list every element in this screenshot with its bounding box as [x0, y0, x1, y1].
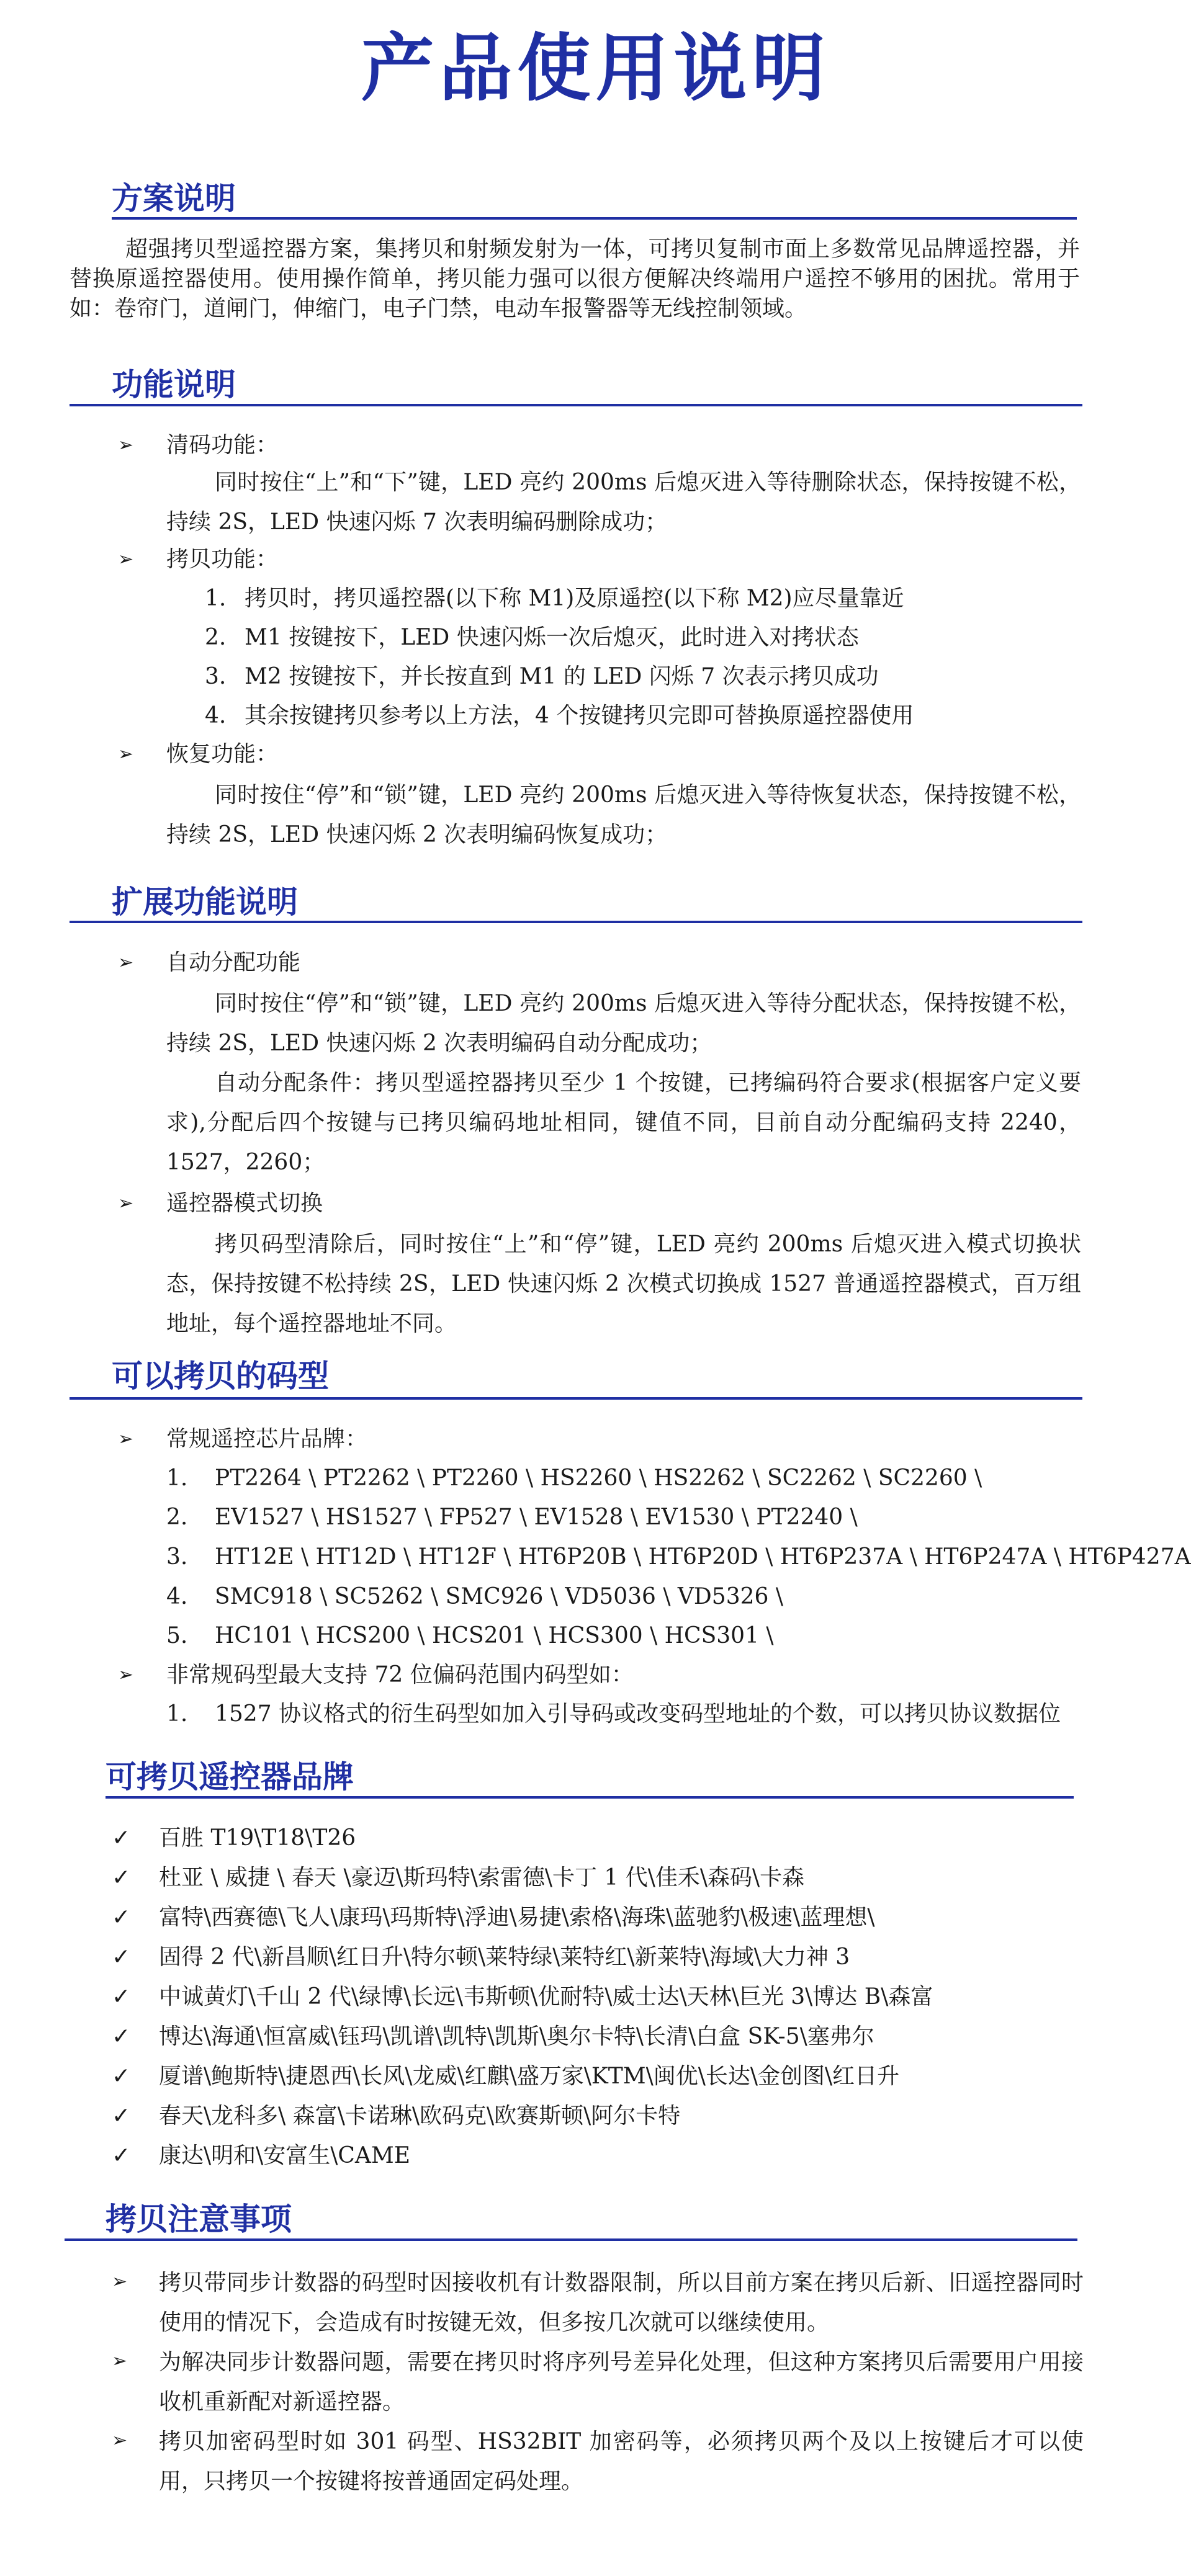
brand-line: 博达\海通\恒富威\钰玛\凯谱\凯特\凯斯\奥尔卡特\长清\白盒 SK-5\塞弗尔: [159, 2024, 874, 2049]
check-icon: ✓: [112, 1984, 131, 2010]
bullet-arrow-icon: ➢: [112, 2271, 128, 2292]
check-icon: ✓: [112, 2103, 131, 2129]
auto-assign-body: 同时按住“停”和“锁”键，LED 亮约 200ms 后熄灭进入等待分配状态，保持按键不松，持续 2S，LED 快速闪烁 2 次表明编码自动分配成功；: [166, 991, 1081, 1056]
section-rule: [106, 1796, 1074, 1799]
section-rule: [65, 2238, 1077, 2241]
check-icon: ✓: [112, 1865, 131, 1890]
bullet-arrow-icon: ➢: [118, 743, 134, 765]
copy-step-text: 其余按键拷贝参考以上方法，4 个按键拷贝完即可替换原遥控器使用: [245, 703, 914, 728]
copy-step-number: 3.: [205, 664, 227, 689]
bullet-arrow-icon: ➢: [118, 1428, 134, 1450]
bullet-arrow-icon: ➢: [118, 1192, 134, 1214]
section-title-copyable-codes: 可以拷贝的码型: [112, 1358, 329, 1394]
chip-list: SMC918 \ SC5262 \ SMC926 \ VD5036 \ VD5326 \: [215, 1584, 783, 1609]
clear-function-heading: 清码功能：: [166, 432, 279, 458]
check-icon: ✓: [112, 1944, 131, 1970]
note-item: 拷贝带同步计数器的码型时因接收机有计数器限制，所以目前方案在拷贝后新、旧遥控器同时使用的情况下，会造成有时按键无效，但多按几次就可以继续使用。: [159, 2270, 1084, 2335]
copy-step-text: M2 按键按下，并长按直到 M1 的 LED 闪烁 7 次表示拷贝成功: [245, 664, 879, 689]
section-title-brands: 可拷贝遥控器品牌: [106, 1759, 354, 1795]
brand-line: 固得 2 代\新昌顺\红日升\特尔顿\莱特绿\莱特红\新莱特\海域\大力神 3: [159, 1944, 850, 1970]
copy-step-number: 1.: [205, 586, 227, 611]
auto-assign-heading: 自动分配功能: [166, 950, 301, 975]
irregular-item-number: 1.: [166, 1701, 188, 1727]
chip-number: 1.: [166, 1465, 188, 1491]
bullet-arrow-icon: ➢: [118, 952, 134, 973]
copy-step-text: 拷贝时，拷贝遥控器(以下称 M1)及原遥控(以下称 M2)应尽量靠近: [245, 586, 904, 611]
irregular-codes-heading: 非常规码型最大支持 72 位偏码范围内码型如：: [166, 1662, 634, 1688]
brand-line: 中诚黄灯\千山 2 代\绿博\长远\韦斯顿\优耐特\威士达\天林\巨光 3\博达 B\森富: [159, 1984, 933, 2010]
brand-line: 康达\明和\安富生\CAME: [159, 2143, 411, 2168]
bullet-arrow-icon: ➢: [112, 2350, 128, 2372]
chip-list: PT2264 \ PT2262 \ PT2260 \ HS2260 \ HS2262 \ SC2262 \ SC2260 \: [215, 1465, 982, 1491]
chip-number: 3.: [166, 1544, 188, 1570]
chip-list: HC101 \ HCS200 \ HCS201 \ HCS300 \ HCS301 \: [215, 1623, 774, 1648]
chip-number: 2.: [166, 1505, 188, 1530]
section-title-extended: 扩展功能说明: [112, 884, 298, 920]
check-icon: ✓: [112, 2064, 131, 2089]
restore-function-body: 同时按住“停”和“锁”键，LED 亮约 200ms 后熄灭进入等待恢复状态，保持按键不松，持续 2S，LED 快速闪烁 2 次表明编码恢复成功；: [166, 782, 1081, 847]
bullet-arrow-icon: ➢: [112, 2430, 128, 2451]
auto-assign-conditions: 自动分配条件：拷贝型遥控器拷贝至少 1 个按键，已拷编码符合要求(根据客户定义要求),分配后四个按键与已拷贝编码地址相同，键值不同，目前自动分配编码支持 2240，1527，2260；: [166, 1070, 1081, 1175]
section-rule: [70, 404, 1082, 406]
brand-line: 杜亚 \ 威捷 \ 春天 \豪迈\斯玛特\索雷德\卡丁 1 代\佳禾\森码\卡森: [159, 1865, 805, 1890]
copy-step-number: 2.: [205, 625, 227, 650]
copy-step-text: M1 按键按下，LED 快速闪烁一次后熄灭，此时进入对拷状态: [245, 625, 859, 650]
check-icon: ✓: [112, 1825, 131, 1851]
section-rule: [70, 1397, 1082, 1400]
regular-chips-heading: 常规遥控芯片品牌：: [166, 1426, 368, 1452]
chip-number: 5.: [166, 1623, 188, 1648]
mode-switch-heading: 遥控器模式切换: [166, 1191, 323, 1216]
brand-line: 春天\龙科多\ 森富\卡诺琳\欧码克\欧赛斯顿\阿尔卡特: [159, 2103, 681, 2129]
section-rule: [112, 217, 1077, 220]
bullet-arrow-icon: ➢: [118, 1664, 134, 1686]
chip-number: 4.: [166, 1584, 188, 1609]
clear-function-body: 同时按住“上”和“下”键，LED 亮约 200ms 后熄灭进入等待删除状态，保持按键不松，持续 2S，LED 快速闪烁 7 次表明编码删除成功；: [166, 470, 1081, 535]
note-item: 为解决同步计数器问题，需要在拷贝时将序列号差异化处理，但这种方案拷贝后需要用户用接收机重新配对新遥控器。: [159, 2350, 1084, 2415]
note-item: 拷贝加密码型时如 301 码型、HS32BIT 加密码等，必须拷贝两个及以上按键后才可以使用，只拷贝一个按键将按普通固定码处理。: [159, 2429, 1084, 2494]
bullet-arrow-icon: ➢: [118, 548, 134, 570]
check-icon: ✓: [112, 2143, 131, 2168]
section-title-notes: 拷贝注意事项: [106, 2201, 292, 2237]
check-icon: ✓: [112, 1905, 131, 1930]
brand-line: 百胜 T19\T18\T26: [159, 1825, 356, 1851]
scheme-paragraph: 超强拷贝型遥控器方案，集拷贝和射频发射为一体，可拷贝复制市面上多数常见品牌遥控器，并替换原遥控器使用。使用操作简单，拷贝能力强可以很方便解决终端用户遥控不够用的困扰。常用于如：卷帘门，道闸门，伸缩门，电子门禁，电动车报警器等无线控制领域。: [70, 236, 1080, 321]
section-rule: [70, 921, 1082, 923]
mode-switch-body: 拷贝码型清除后，同时按住“上”和“停”键，LED 亮约 200ms 后熄灭进入模式切换状态，保持按键不松持续 2S，LED 快速闪烁 2 次模式切换成 1527 普通遥控器模式，百万组地址，每个遥控器地址不同。: [166, 1232, 1081, 1336]
copy-function-heading: 拷贝功能：: [166, 547, 279, 572]
bullet-arrow-icon: ➢: [118, 434, 134, 456]
chip-list: EV1527 \ HS1527 \ FP527 \ EV1528 \ EV1530 \ PT2240 \: [215, 1505, 858, 1530]
brand-line: 富特\西赛德\飞人\康玛\玛斯特\浮迪\易捷\索格\海珠\蓝驰豹\极速\蓝理想\: [159, 1905, 875, 1930]
brand-line: 厦谱\鲍斯特\捷恩西\长风\龙威\红麒\盛万家\KTM\闽优\长达\金创图\红日升: [159, 2064, 900, 2089]
irregular-item-text: 1527 协议格式的衍生码型如加入引导码或改变码型地址的个数，可以拷贝协议数据位: [215, 1701, 1061, 1727]
check-icon: ✓: [112, 2024, 131, 2049]
copy-step-number: 4.: [205, 703, 227, 728]
chip-list: HT12E \ HT12D \ HT12F \ HT6P20B \ HT6P20D \ HT6P237A \ HT6P247A \ HT6P427A: [215, 1544, 1191, 1570]
restore-function-heading: 恢复功能：: [166, 741, 279, 767]
page-title: 产品使用说明: [361, 25, 830, 111]
section-title-function: 功能说明: [112, 367, 236, 403]
section-title-scheme: 方案说明: [112, 181, 236, 217]
